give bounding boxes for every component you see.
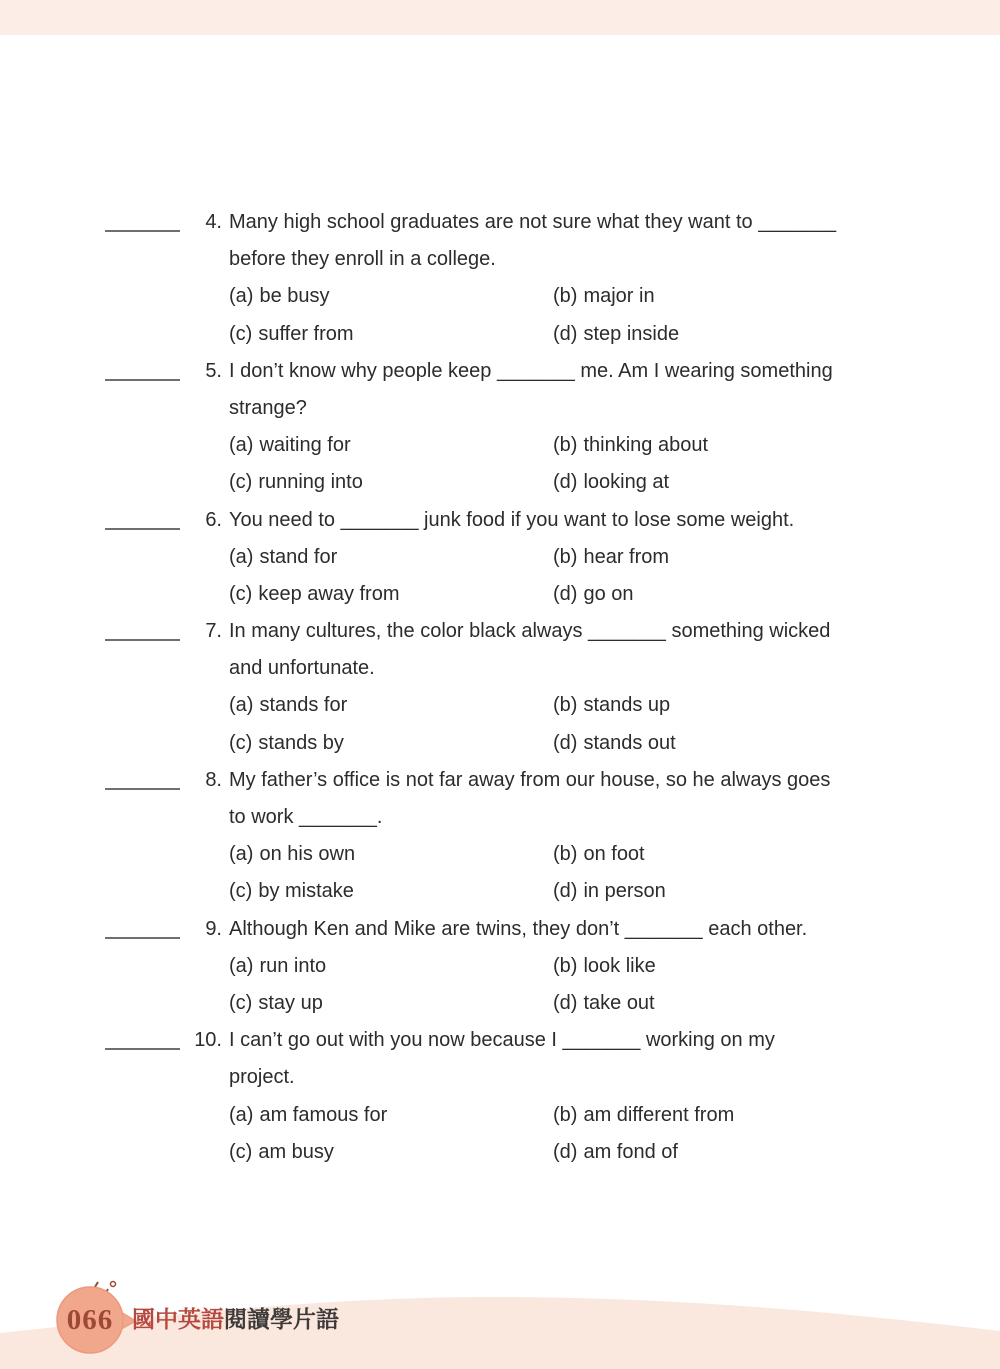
option [553, 1134, 678, 1171]
option-label: (c) [229, 322, 253, 345]
options-row [105, 539, 965, 576]
option-text: on his own [259, 843, 356, 866]
option-label: (c) [229, 582, 253, 605]
option-label: (c) [229, 880, 253, 903]
option [553, 278, 655, 315]
option [229, 316, 553, 353]
question-text: and unfortunate. [229, 657, 375, 680]
option-text: on foot [583, 843, 645, 866]
option [229, 687, 553, 724]
option [553, 576, 634, 613]
options-row [105, 1134, 965, 1171]
question-text: My father’s office is not far away from our house, so he always goes [229, 768, 831, 791]
option-label: (a) [229, 954, 254, 977]
question-text: I don’t know why people keep _______ me. Am I wearing something [229, 359, 833, 382]
option [553, 985, 655, 1022]
option-text: in person [583, 880, 666, 903]
options-row [105, 687, 965, 724]
option-text: keep away from [258, 582, 400, 605]
question-row-continuation [105, 390, 965, 427]
option-text: stay up [258, 991, 323, 1014]
option [553, 316, 679, 353]
exercise-content [105, 204, 965, 1171]
option [553, 539, 669, 576]
option [229, 836, 553, 873]
question-text: I can’t go out with you now because I _______ working on my [229, 1029, 775, 1052]
option-text: stands out [583, 731, 676, 754]
book-title [132, 1303, 339, 1335]
question-row [105, 1022, 965, 1059]
option-text: am fond of [583, 1140, 678, 1163]
option-label: (a) [229, 545, 254, 568]
option [553, 873, 666, 910]
question-row [105, 762, 965, 799]
question-row [105, 204, 965, 241]
question-text: Although Ken and Mike are twins, they don’t _______ each other. [229, 917, 808, 940]
option-text: hear from [583, 545, 670, 568]
page-number: 066 [66, 1304, 114, 1336]
question-row-continuation [105, 1059, 965, 1096]
option-label: (d) [553, 1140, 578, 1163]
option [229, 985, 553, 1022]
option [553, 687, 670, 724]
question-text: strange? [229, 396, 307, 419]
question-row [105, 911, 965, 948]
option-text: am famous for [259, 1103, 388, 1126]
option-text: by mistake [258, 880, 354, 903]
question-number: 7. [205, 620, 222, 643]
option-text: run into [259, 954, 327, 977]
answer-blank [105, 365, 180, 381]
option-label: (b) [553, 843, 578, 866]
options-row [105, 1097, 965, 1134]
option-label: (d) [553, 731, 578, 754]
option [553, 725, 676, 762]
option-label: (b) [553, 434, 578, 457]
option-text: major in [583, 285, 655, 308]
answer-blank [105, 774, 180, 790]
question-row-continuation [105, 799, 965, 836]
option [229, 539, 553, 576]
option-text: stands up [583, 694, 671, 717]
option-text: looking at [583, 471, 670, 494]
option-label: (a) [229, 434, 254, 457]
answer-blank [105, 625, 180, 641]
options-row [105, 836, 965, 873]
option-text: am different from [583, 1103, 735, 1126]
question-number: 5. [205, 359, 222, 382]
question-row [105, 613, 965, 650]
question-text: In many cultures, the color black always _______ something wicked [229, 620, 831, 643]
option-label: (d) [553, 880, 578, 903]
option-text: step inside [583, 322, 680, 345]
question-text: to work _______. [229, 806, 383, 828]
option-label: (a) [229, 285, 254, 308]
option [553, 948, 656, 985]
options-row [105, 985, 965, 1022]
option [229, 948, 553, 985]
option-text: suffer from [258, 322, 354, 345]
option-text: take out [583, 991, 655, 1014]
option [229, 1097, 553, 1134]
option-label: (b) [553, 545, 578, 568]
options-row [105, 278, 965, 315]
question-row-continuation [105, 650, 965, 687]
option [229, 427, 553, 464]
option-label: (b) [553, 285, 578, 308]
question-row-continuation [105, 241, 965, 278]
question-number: 4. [205, 211, 222, 233]
option-label: (d) [553, 322, 578, 345]
options-row [105, 948, 965, 985]
options-row [105, 427, 965, 464]
option-text: stands for [259, 694, 348, 717]
top-peach-band [0, 0, 1000, 35]
option [229, 725, 553, 762]
options-row [105, 873, 965, 910]
options-row [105, 316, 965, 353]
option-text: waiting for [259, 434, 351, 457]
book-title-name: 閱讀學片語 [224, 1306, 339, 1332]
option [229, 278, 553, 315]
option-text: stands by [258, 731, 344, 754]
option [553, 464, 669, 501]
question-text: Many high school graduates are not sure what they want to _______ [229, 211, 837, 233]
question-row [105, 502, 965, 539]
option [229, 576, 553, 613]
option [553, 427, 708, 464]
option-text: go on [583, 582, 634, 605]
question-row [105, 353, 965, 390]
question-number: 9. [205, 917, 222, 940]
option-label: (c) [229, 471, 253, 494]
option-label: (d) [553, 991, 578, 1014]
options-row [105, 576, 965, 613]
option [229, 464, 553, 501]
option-text: stand for [259, 545, 338, 568]
answer-blank [105, 216, 180, 232]
answer-blank [105, 923, 180, 939]
question-number: 8. [205, 768, 222, 791]
option-label: (c) [229, 731, 253, 754]
option-text: am busy [258, 1140, 334, 1163]
option-label: (b) [553, 1103, 578, 1126]
option-label: (c) [229, 991, 253, 1014]
options-row [105, 725, 965, 762]
question-number: 6. [205, 508, 222, 531]
book-title-series: 國中英語 [132, 1307, 224, 1332]
option-label: (d) [553, 471, 578, 494]
option-label: (c) [229, 1140, 253, 1163]
question-number: 10. [194, 1029, 222, 1052]
option-label: (a) [229, 1103, 254, 1126]
option-label: (b) [553, 954, 578, 977]
option-text: running into [258, 471, 363, 494]
options-row [105, 464, 965, 501]
option-label: (d) [553, 582, 578, 605]
option-label: (a) [229, 694, 254, 717]
question-text: project. [229, 1066, 295, 1089]
option-text: thinking about [583, 434, 708, 457]
option [553, 1097, 734, 1134]
option-label: (a) [229, 843, 254, 866]
question-text: before they enroll in a college. [229, 248, 496, 271]
answer-blank [105, 1034, 180, 1050]
option-text: be busy [259, 285, 330, 308]
question-text: You need to _______ junk food if you want to lose some weight. [229, 508, 795, 531]
answer-blank [105, 514, 180, 530]
option-text: look like [583, 954, 656, 977]
option-label: (b) [553, 694, 578, 717]
option [229, 873, 553, 910]
option [229, 1134, 553, 1171]
option [553, 836, 645, 873]
